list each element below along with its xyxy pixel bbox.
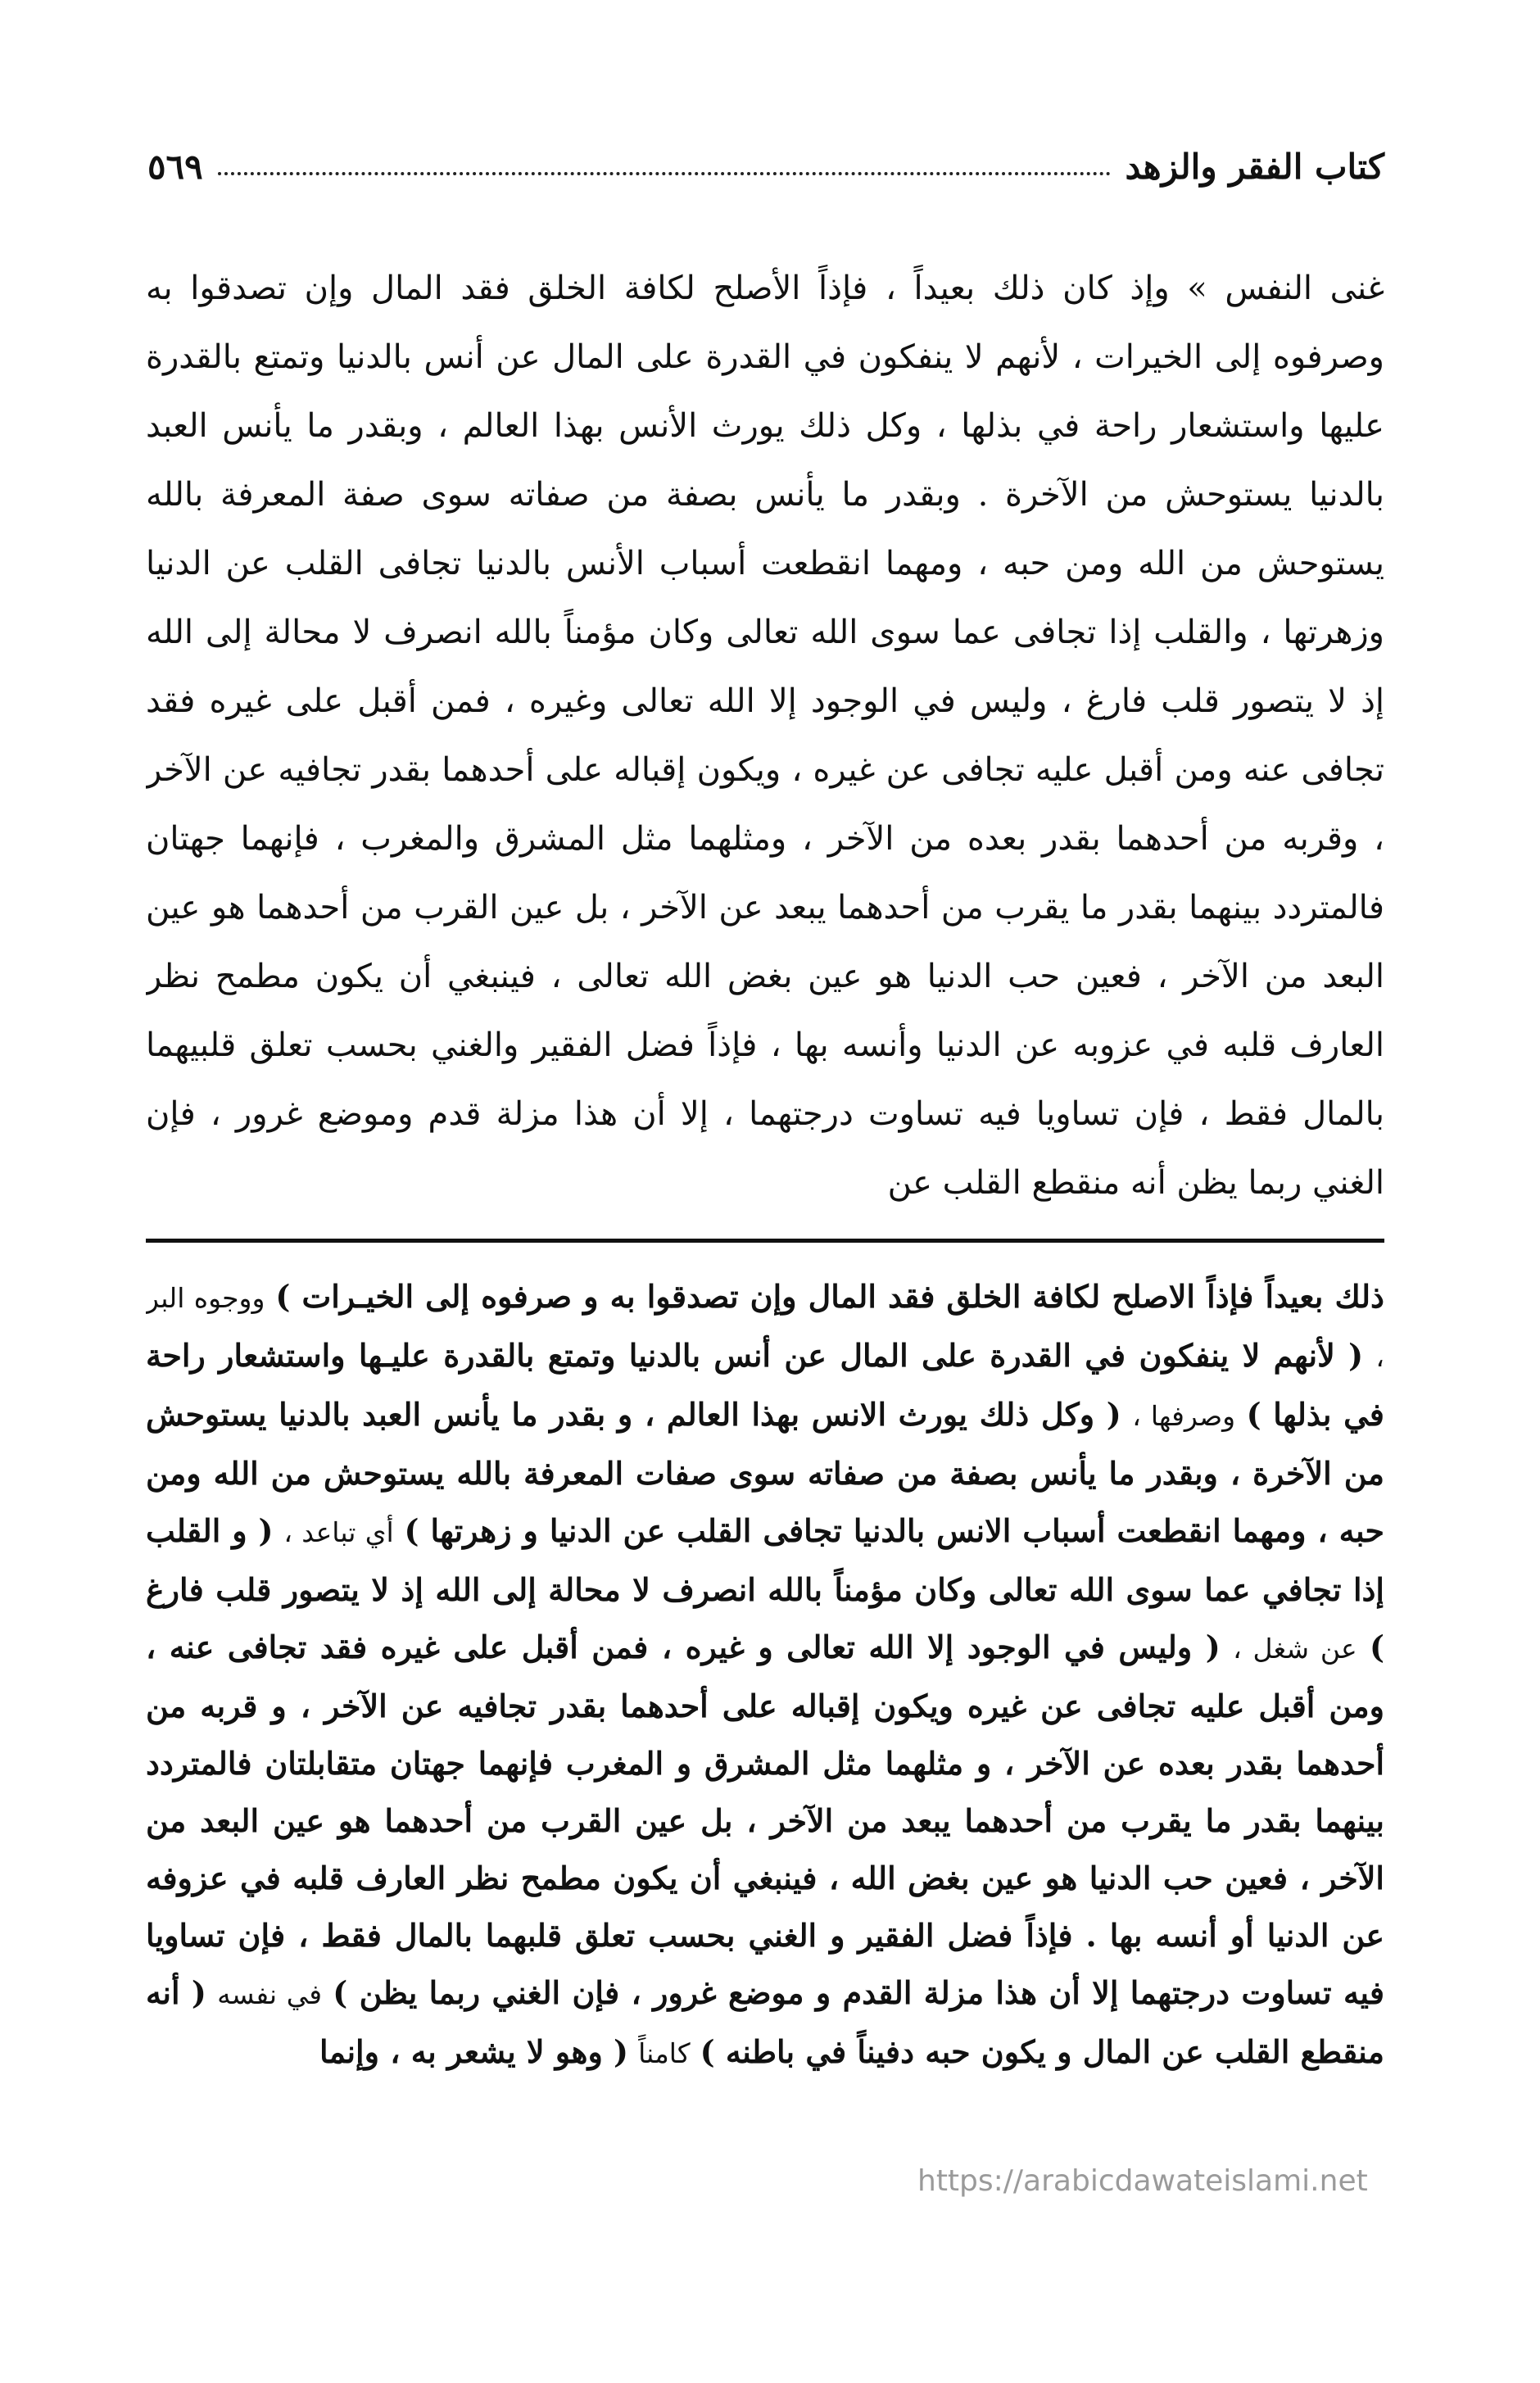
book-section-title: كتاب الفقر والزهد	[1125, 146, 1384, 187]
leader-dots	[218, 172, 1111, 175]
commentary-paragraph	[146, 1268, 1384, 2082]
matn-text: ( أنه منقطع القلب عن المال و يكون حبه دفيناً في باطنه )	[146, 1974, 1384, 2070]
sharh-text: كامناً	[638, 2037, 691, 2069]
matn-text: ( و القلب إذا تجافي عما سوى الله تعالى وكان مؤمناً بالله انصرف لا محالة إلى الله إذ لا يتصور قلب فارغ )	[146, 1512, 1384, 1665]
matn-text: ( وهو لا يشعر به ، وإنما	[319, 2033, 629, 2070]
matn-text: ( لأنهم لا ينفكون في القدرة على المال عن أنس بالدنيا وتمتع بالقدرة عليـها واستشعار راحة في بذلها )	[146, 1337, 1384, 1433]
commentary-block	[146, 1268, 1384, 2112]
footnote-divider	[146, 1239, 1384, 1243]
sharh-text: في نفسه	[217, 1978, 323, 2010]
sharh-text: أي تباعد ،	[283, 1516, 394, 1548]
matn-text: ( وكل ذلك يورث الانس بهذا العالم ، و بقدر ما يأنس العبد بالدنيا يستوحش من الآخرة ، وبقدر ما يأنس بصفة من صفاته سوى صفات المعرفة بالله يستوحش من الله ومن حبه ، ومهما انقطعت أسباب الانس بالدنيا تجافى القلب عن الدنيا و زهرتها )	[146, 1396, 1384, 1549]
sharh-text: وصرفها ،	[1132, 1400, 1236, 1432]
main-text-block	[146, 254, 1384, 1212]
matn-text: ذلك بعيداً فإذاً الاصلح لكافة الخلق فقد المال وإن تصدقوا به و صرفوه إلى الخيـرات )	[275, 1278, 1384, 1315]
website-watermark: https://arabicdawateislami.net	[917, 2164, 1368, 2198]
matn-text: ( وليس في الوجود إلا الله تعالى و غيره ، فمن أقبل على غيره فقد تجافى عنه ، ومن أقبل عليه تجافى عن غيره ويكون إقباله على أحدهما بقدر تجافيه عن الآخر ، و قربه من أحدهما بقدر بعده عن الآخر ، و مثلهما مثل المشرق و المغرب فإنهما جهتان متقابلتان فالمتردد بينهما بقدر ما يقرب من أحدهما يبعد من الآخر ، بل عين القرب من أحدهما هو عين البعد من الآخر ، فعين حب الدنيا هو عين بغض الله ، فينبغي أن يكون مطمح نظر العارف قلبه في عزوفه عن الدنيا أو أنسه بها . فإذاً فضل الفقير و الغني بحسب تعلق قلبهما بالمال فقط ، فإن تساويا فيه تساوت درجتهما إلا أن هذا مزلة القدم و موضع غرور ، فإن الغني ربما يظن )	[146, 1629, 1384, 2011]
sharh-text: عن شغل ،	[1233, 1633, 1357, 1665]
main-text-paragraph: غنى النفس » وإذ كان ذلك بعيداً ، فإذاً الأصلح لكافة الخلق فقد المال وإن تصدقوا به وصرفوه إلى الخيرات ، لأنهم لا ينفكون في القدرة على المال عن أنس بالدنيا وتمتع بالقدرة عليها واستشعار راحة في بذلها ، وكل ذلك يورث الأنس بهذا العالم ، وبقدر ما يأنس العبد بالدنيا يستوحش من الآخرة . وبقدر ما يأنس بصفة من صفاته سوى صفة المعرفة بالله يستوحش من الله ومن حبه ، ومهما انقطعت أسباب الأنس بالدنيا تجافى القلب عن الدنيا وزهرتها ، والقلب إذا تجافى عما سوى الله تعالى وكان مؤمناً بالله انصرف لا محالة إلى الله إذ لا يتصور قلب فارغ ، وليس في الوجود إلا الله تعالى وغيره ، فمن أقبل على غيره فقد تجافى عنه ومن أقبل عليه تجافى عن غيره ، ويكون إقباله على أحدهما بقدر تجافيه عن الآخر ، وقربه من أحدهما بقدر بعده من الآخر ، ومثلهما مثل المشرق والمغرب ، فإنهما جهتان فالمتردد بينهما بقدر ما يقرب من أحدهما يبعد عن الآخر ، بل عين القرب من أحدهما هو عين البعد من الآخر ، فعين حب الدنيا هو عين بغض الله تعالى ، فينبغي أن يكون مطمح نظر العارف قلبه في عزوبه عن الدنيا وأنسه بها ، فإذاً فضل الفقير والغني بحسب تعلق قلبيهما بالمال فقط ، فإن تساويا فيه تساوت درجتهما ، إلا أن هذا مزلة قدم وموضع غرور ، فإن الغني ربما يظن أنه منقطع القلب عن	[146, 270, 1384, 1202]
page-number: ٥٦٩	[147, 146, 203, 187]
running-header	[147, 138, 1384, 195]
sharh-text: ووجوه البر ،	[146, 1282, 1384, 1373]
